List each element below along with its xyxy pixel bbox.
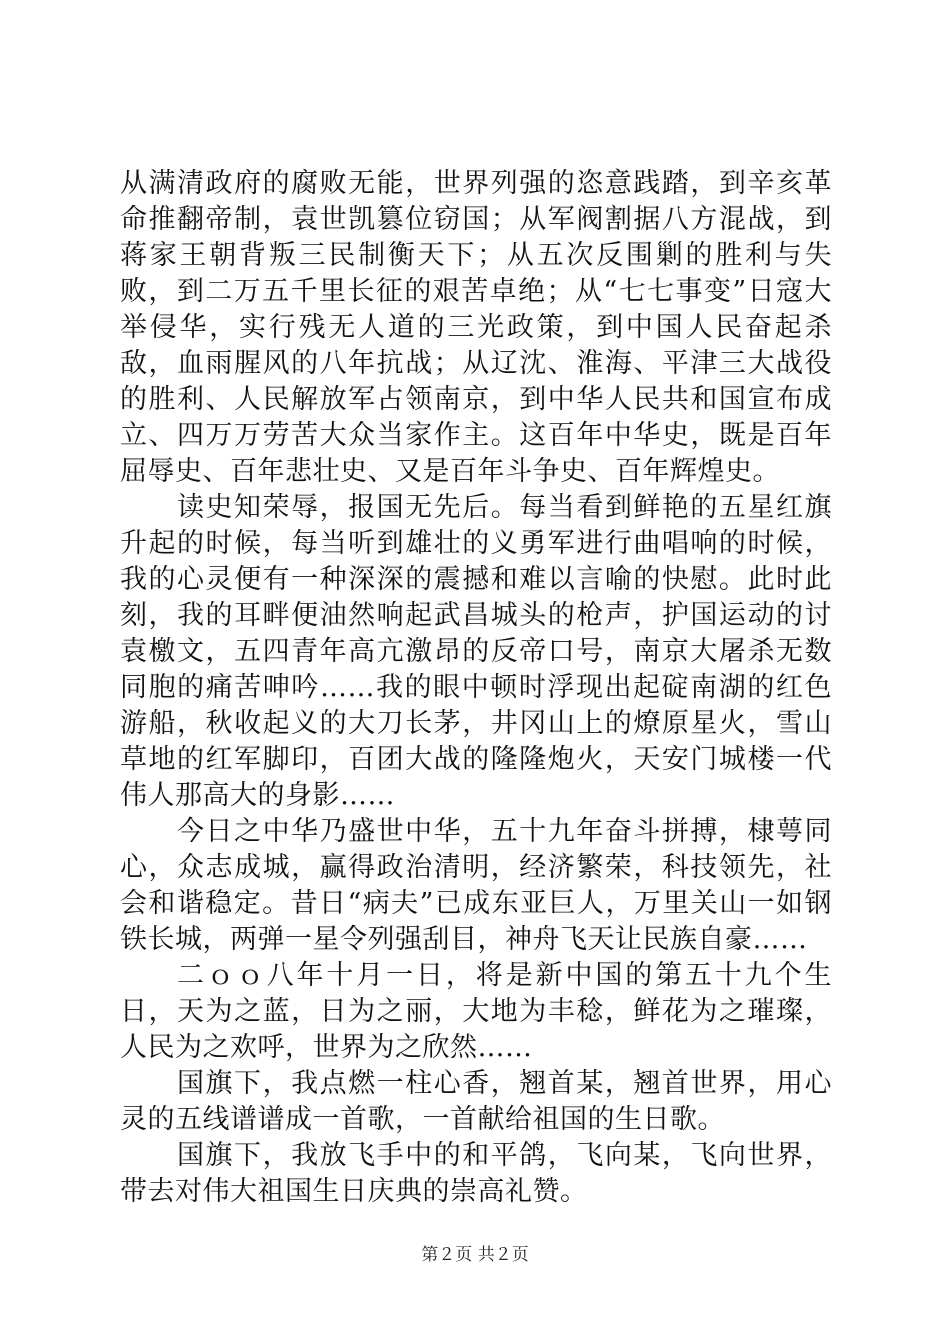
paragraph-reading-history: 读史知荣辱，报国无先后。每当看到鲜艳的五星红旗升起的时候，每当听到雄壮的义勇军进行曲唱响的时候，我的心灵便有一种深深的震撼和难以言喻的快慰。此时此刻，我的耳畔便油然响起武昌城头的枪声，护国运动的讨袁檄文，五四青年高亢激昂的反帝口号，南京大屠杀无数同胞的痛苦呻吟……我的眼中顿时浮现出起碇南湖的红色游船，秋收起义的大刀长茅，井冈山上的燎原星火，雪山草地的红军脚印，百团大战的隆隆炮火，天安门城楼一代伟人那高大的身影…… (120, 492, 832, 811)
paragraph-under-flag-dove: 国旗下，我放飞手中的和平鸽，飞向某，飞向世界，带去对伟大祖国生日庆典的崇高礼赞。 (120, 1140, 832, 1207)
paragraph-under-flag-song: 国旗下，我点燃一柱心香，翘首某，翘首世界，用心灵的五线谱谱成一首歌，一首献给祖国的生日歌。 (120, 1068, 832, 1135)
paragraph-today-china: 今日之中华乃盛世中华，五十九年奋斗拼搏，棣萼同心，众志成城，赢得政治清明，经济繁荣，科技领先，社会和谐稳定。昔日“病夫”已成东亚巨人，万里关山一如钢铁长城，两弹一星令列强刮目，神舟飞天让民族自豪…… (120, 816, 832, 955)
paragraph-history: 从满清政府的腐败无能，世界列强的恣意践踏，到辛亥革命推翻帝制，袁世凯篡位窃国；从军阀割据八方混战，到蒋家王朝背叛三民制衡天下；从五次反围剿的胜利与失败，到二万五千里长征的艰苦卓绝；从“七七事变”日寇大举侵华，实行残无人道的三光政策，到中国人民奋起杀敌，血雨腥风的八年抗战；从辽沈、淮海、平津三大战役的胜利、人民解放军占领南京，到中华人民共和国宣布成立、四万万劳苦大众当家作主。这百年中华史，既是百年屈辱史、百年悲壮史、又是百年斗争史、百年辉煌史。 (120, 168, 832, 487)
paragraph-national-day: 二ｏｏ八年十月一日，将是新中国的第五十九个生日，天为之蓝，日为之丽，大地为丰稔，鲜花为之璀璨，人民为之欢呼，世界为之欣然…… (120, 960, 832, 1063)
page-number-footer: 第２页 共２页 (421, 1245, 529, 1265)
document-body (120, 166, 832, 1210)
